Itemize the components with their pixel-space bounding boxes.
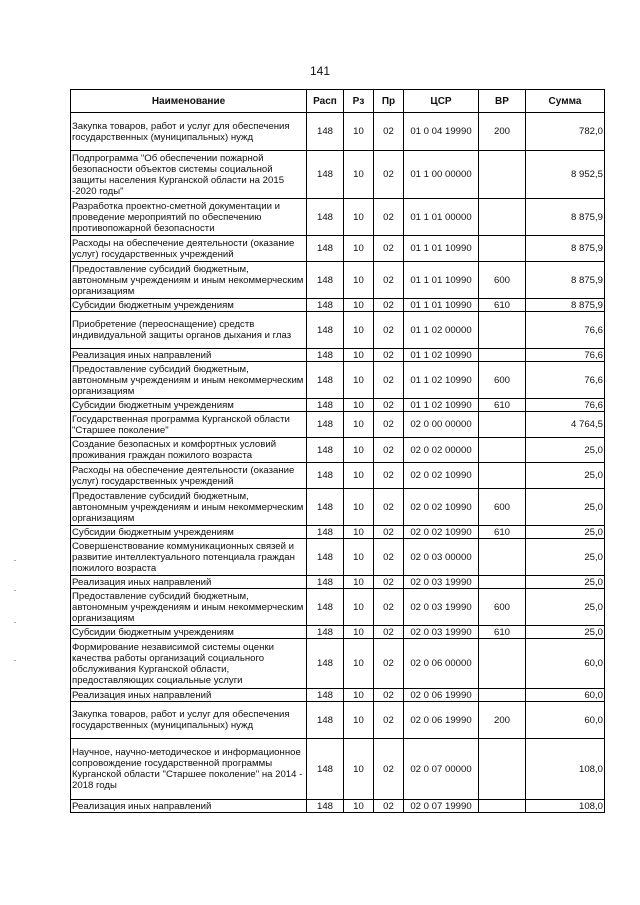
- cell-csr: 02 0 00 00000: [404, 412, 479, 438]
- cell-name: Реализация иных направлений: [71, 800, 307, 813]
- cell-sum: 782,0: [526, 113, 605, 151]
- cell-rz: 10: [344, 113, 374, 151]
- cell-csr: 02 0 03 19990: [404, 576, 479, 589]
- table-row: [71, 236, 605, 262]
- table-row: [71, 526, 605, 539]
- cell-vr: 200: [479, 702, 526, 739]
- cell-name: Совершенствование коммуникационных связей и развитие интеллектуального потенциала граждан пожилого возраста: [71, 539, 307, 576]
- cell-csr: 02 0 02 10990: [404, 463, 479, 489]
- cell-vr: [479, 438, 526, 463]
- table-row: [71, 362, 605, 399]
- cell-rasp: 148: [307, 800, 344, 813]
- cell-rz: 10: [344, 589, 374, 626]
- table-row: [71, 463, 605, 489]
- cell-pr: 02: [374, 639, 404, 689]
- cell-pr: 02: [374, 689, 404, 702]
- cell-name: Предоставление субсидий бюджетным, автономным учреждениям и иным некоммерческим организациям: [71, 489, 307, 526]
- cell-rasp: 148: [307, 489, 344, 526]
- cell-name: Подпрограмма "Об обеспечении пожарной безопасности объектов системы социальной защиты населения Курганской области на 2015 -2020 годы": [71, 151, 307, 199]
- cell-rz: 10: [344, 626, 374, 639]
- cell-csr: 01 1 02 10990: [404, 349, 479, 362]
- cell-csr: 02 0 06 00000: [404, 639, 479, 689]
- table-row: [71, 539, 605, 576]
- cell-vr: 610: [479, 299, 526, 312]
- cell-sum: 108,0: [526, 800, 605, 813]
- cell-pr: 02: [374, 199, 404, 236]
- table-row: [71, 349, 605, 362]
- cell-pr: 02: [374, 349, 404, 362]
- table-row: [71, 438, 605, 463]
- cell-rasp: 148: [307, 739, 344, 800]
- cell-rasp: 148: [307, 702, 344, 739]
- cell-name: Реализация иных направлений: [71, 576, 307, 589]
- cell-sum: 108,0: [526, 739, 605, 800]
- cell-sum: 8 875,9: [526, 262, 605, 299]
- cell-vr: [479, 312, 526, 349]
- cell-name: Реализация иных направлений: [71, 689, 307, 702]
- cell-pr: 02: [374, 236, 404, 262]
- cell-vr: [479, 236, 526, 262]
- cell-pr: 02: [374, 489, 404, 526]
- cell-name: Реализация иных направлений: [71, 349, 307, 362]
- cell-name: Субсидии бюджетным учреждениям: [71, 526, 307, 539]
- cell-pr: 02: [374, 412, 404, 438]
- cell-vr: [479, 463, 526, 489]
- cell-rasp: 148: [307, 526, 344, 539]
- cell-rasp: 148: [307, 299, 344, 312]
- cell-rasp: 148: [307, 689, 344, 702]
- cell-vr: [479, 151, 526, 199]
- table-row: [71, 689, 605, 702]
- cell-vr: [479, 800, 526, 813]
- cell-sum: 60,0: [526, 639, 605, 689]
- cell-rasp: 148: [307, 412, 344, 438]
- cell-sum: 25,0: [526, 526, 605, 539]
- cell-sum: 25,0: [526, 463, 605, 489]
- cell-vr: [479, 576, 526, 589]
- cell-pr: 02: [374, 626, 404, 639]
- cell-rasp: 148: [307, 113, 344, 151]
- cell-pr: 02: [374, 399, 404, 412]
- cell-pr: 02: [374, 438, 404, 463]
- cell-sum: 8 875,9: [526, 236, 605, 262]
- cell-pr: 02: [374, 362, 404, 399]
- cell-pr: 02: [374, 113, 404, 151]
- header-csr: ЦСР: [404, 90, 479, 113]
- cell-rasp: 148: [307, 589, 344, 626]
- cell-name: Субсидии бюджетным учреждениям: [71, 299, 307, 312]
- cell-rz: 10: [344, 800, 374, 813]
- cell-pr: 02: [374, 312, 404, 349]
- cell-pr: 02: [374, 589, 404, 626]
- cell-rz: 10: [344, 489, 374, 526]
- cell-rz: 10: [344, 576, 374, 589]
- cell-sum: 8 875,9: [526, 199, 605, 236]
- cell-rz: 10: [344, 639, 374, 689]
- cell-csr: 02 0 06 19990: [404, 689, 479, 702]
- cell-csr: 01 1 01 10990: [404, 262, 479, 299]
- cell-rz: 10: [344, 349, 374, 362]
- cell-rz: 10: [344, 739, 374, 800]
- cell-name: Субсидии бюджетным учреждениям: [71, 399, 307, 412]
- cell-sum: 60,0: [526, 689, 605, 702]
- cell-name: Научное, научно-методическое и информационное сопровождение государственной программы Курганской области "Старшее поколение" на 2014 - 2018 годы: [71, 739, 307, 800]
- cell-sum: 76,6: [526, 349, 605, 362]
- cell-rz: 10: [344, 526, 374, 539]
- cell-vr: [479, 639, 526, 689]
- cell-csr: 01 1 02 10990: [404, 362, 479, 399]
- budget-table: [70, 89, 605, 813]
- cell-rasp: 148: [307, 399, 344, 412]
- table-row: [71, 639, 605, 689]
- cell-vr: 610: [479, 399, 526, 412]
- cell-vr: [479, 349, 526, 362]
- cell-vr: [479, 539, 526, 576]
- cell-sum: 8 875,9: [526, 299, 605, 312]
- cell-csr: 02 0 03 19990: [404, 626, 479, 639]
- table-header-row: [71, 90, 605, 113]
- cell-csr: 02 0 07 19990: [404, 800, 479, 813]
- cell-pr: 02: [374, 299, 404, 312]
- cell-vr: 610: [479, 526, 526, 539]
- header-rasp: Расп: [307, 90, 344, 113]
- cell-rasp: 148: [307, 236, 344, 262]
- cell-sum: 60,0: [526, 702, 605, 739]
- page-number: 141: [309, 64, 331, 78]
- cell-sum: 25,0: [526, 539, 605, 576]
- table-row: [71, 489, 605, 526]
- cell-rz: 10: [344, 299, 374, 312]
- cell-rasp: 148: [307, 199, 344, 236]
- table-row: [71, 800, 605, 813]
- cell-csr: 01 1 01 10990: [404, 236, 479, 262]
- table-row: [71, 576, 605, 589]
- table-row: [71, 702, 605, 739]
- cell-pr: 02: [374, 262, 404, 299]
- cell-name: Предоставление субсидий бюджетным, автономным учреждениям и иным некоммерческим организациям: [71, 589, 307, 626]
- cell-name: Закупка товаров, работ и услуг для обеспечения государственных (муниципальных) нужд: [71, 702, 307, 739]
- header-sum: Сумма: [526, 90, 605, 113]
- table-row: [71, 626, 605, 639]
- table-row: [71, 151, 605, 199]
- cell-sum: 25,0: [526, 438, 605, 463]
- cell-rz: 10: [344, 412, 374, 438]
- cell-rasp: 148: [307, 349, 344, 362]
- cell-vr: 200: [479, 113, 526, 151]
- cell-rasp: 148: [307, 438, 344, 463]
- cell-csr: 01 1 01 10990: [404, 299, 479, 312]
- cell-sum: 8 952,5: [526, 151, 605, 199]
- table-row: [71, 312, 605, 349]
- cell-vr: [479, 689, 526, 702]
- table-row: [71, 412, 605, 438]
- cell-sum: 76,6: [526, 312, 605, 349]
- cell-vr: 600: [479, 489, 526, 526]
- cell-vr: [479, 199, 526, 236]
- cell-csr: 02 0 02 10990: [404, 489, 479, 526]
- cell-csr: 02 0 03 00000: [404, 539, 479, 576]
- cell-vr: [479, 412, 526, 438]
- cell-pr: 02: [374, 800, 404, 813]
- cell-name: Расходы на обеспечение деятельности (оказание услуг) государственных учреждений: [71, 463, 307, 489]
- cell-rasp: 148: [307, 151, 344, 199]
- cell-rz: 10: [344, 362, 374, 399]
- cell-csr: 01 1 00 00000: [404, 151, 479, 199]
- table-row: [71, 399, 605, 412]
- cell-name: Закупка товаров, работ и услуг для обеспечения государственных (муниципальных) нужд: [71, 113, 307, 151]
- cell-rasp: 148: [307, 362, 344, 399]
- table-row: [71, 262, 605, 299]
- cell-csr: 01 1 01 00000: [404, 199, 479, 236]
- cell-rz: 10: [344, 539, 374, 576]
- cell-name: Разработка проектно-сметной документации и проведение мероприятий по обеспечению противопожарной безопасности: [71, 199, 307, 236]
- cell-pr: 02: [374, 739, 404, 800]
- cell-vr: 600: [479, 362, 526, 399]
- cell-vr: 600: [479, 589, 526, 626]
- table-row: [71, 199, 605, 236]
- cell-rz: 10: [344, 438, 374, 463]
- cell-name: Предоставление субсидий бюджетным, автономным учреждениям и иным некоммерческим организациям: [71, 262, 307, 299]
- cell-sum: 76,6: [526, 362, 605, 399]
- cell-rasp: 148: [307, 539, 344, 576]
- cell-sum: 76,6: [526, 399, 605, 412]
- header-vr: ВР: [479, 90, 526, 113]
- table-row: [71, 113, 605, 151]
- cell-rz: 10: [344, 399, 374, 412]
- cell-sum: 25,0: [526, 626, 605, 639]
- table-row: [71, 739, 605, 800]
- cell-rz: 10: [344, 689, 374, 702]
- cell-pr: 02: [374, 151, 404, 199]
- cell-vr: 600: [479, 262, 526, 299]
- cell-rasp: 148: [307, 626, 344, 639]
- table-row: [71, 589, 605, 626]
- cell-rz: 10: [344, 312, 374, 349]
- cell-name: Государственная программа Курганской области "Старшее поколение": [71, 412, 307, 438]
- cell-csr: 02 0 02 10990: [404, 526, 479, 539]
- cell-rz: 10: [344, 262, 374, 299]
- table-row: [71, 299, 605, 312]
- cell-rz: 10: [344, 236, 374, 262]
- header-pr: Пр: [374, 90, 404, 113]
- cell-rasp: 148: [307, 262, 344, 299]
- cell-rasp: 148: [307, 312, 344, 349]
- cell-vr: 610: [479, 626, 526, 639]
- cell-pr: 02: [374, 576, 404, 589]
- cell-name: Субсидии бюджетным учреждениям: [71, 626, 307, 639]
- cell-csr: 02 0 07 00000: [404, 739, 479, 800]
- table-body: [71, 113, 605, 813]
- cell-csr: 02 0 02 00000: [404, 438, 479, 463]
- cell-rasp: 148: [307, 463, 344, 489]
- header-name: Наименование: [71, 90, 307, 113]
- cell-csr: 02 0 06 19990: [404, 702, 479, 739]
- cell-csr: 01 1 02 10990: [404, 399, 479, 412]
- cell-csr: 02 0 03 19990: [404, 589, 479, 626]
- cell-name: Приобретение (переоснащение) средств индивидуальной защиты органов дыхания и глаз: [71, 312, 307, 349]
- cell-csr: 01 0 04 19990: [404, 113, 479, 151]
- cell-name: Предоставление субсидий бюджетным, автономным учреждениям и иным некоммерческим организациям: [71, 362, 307, 399]
- cell-rz: 10: [344, 463, 374, 489]
- cell-sum: 25,0: [526, 489, 605, 526]
- cell-rasp: 148: [307, 639, 344, 689]
- cell-pr: 02: [374, 526, 404, 539]
- scan-edge-marks: [14, 560, 20, 680]
- cell-pr: 02: [374, 463, 404, 489]
- cell-rz: 10: [344, 199, 374, 236]
- cell-pr: 02: [374, 702, 404, 739]
- cell-sum: 25,0: [526, 576, 605, 589]
- cell-rz: 10: [344, 151, 374, 199]
- cell-name: Расходы на обеспечение деятельности (оказание услуг) государственных учреждений: [71, 236, 307, 262]
- cell-csr: 01 1 02 00000: [404, 312, 479, 349]
- cell-name: Формирование независимой системы оценки качества работы организаций социального обслуживания Курганской области, предоставляющих социальные услуги: [71, 639, 307, 689]
- cell-pr: 02: [374, 539, 404, 576]
- cell-vr: [479, 739, 526, 800]
- cell-sum: 4 764,5: [526, 412, 605, 438]
- cell-rasp: 148: [307, 576, 344, 589]
- header-rz: Рз: [344, 90, 374, 113]
- cell-sum: 25,0: [526, 589, 605, 626]
- cell-rz: 10: [344, 702, 374, 739]
- cell-name: Создание безопасных и комфортных условий проживания граждан пожилого возраста: [71, 438, 307, 463]
